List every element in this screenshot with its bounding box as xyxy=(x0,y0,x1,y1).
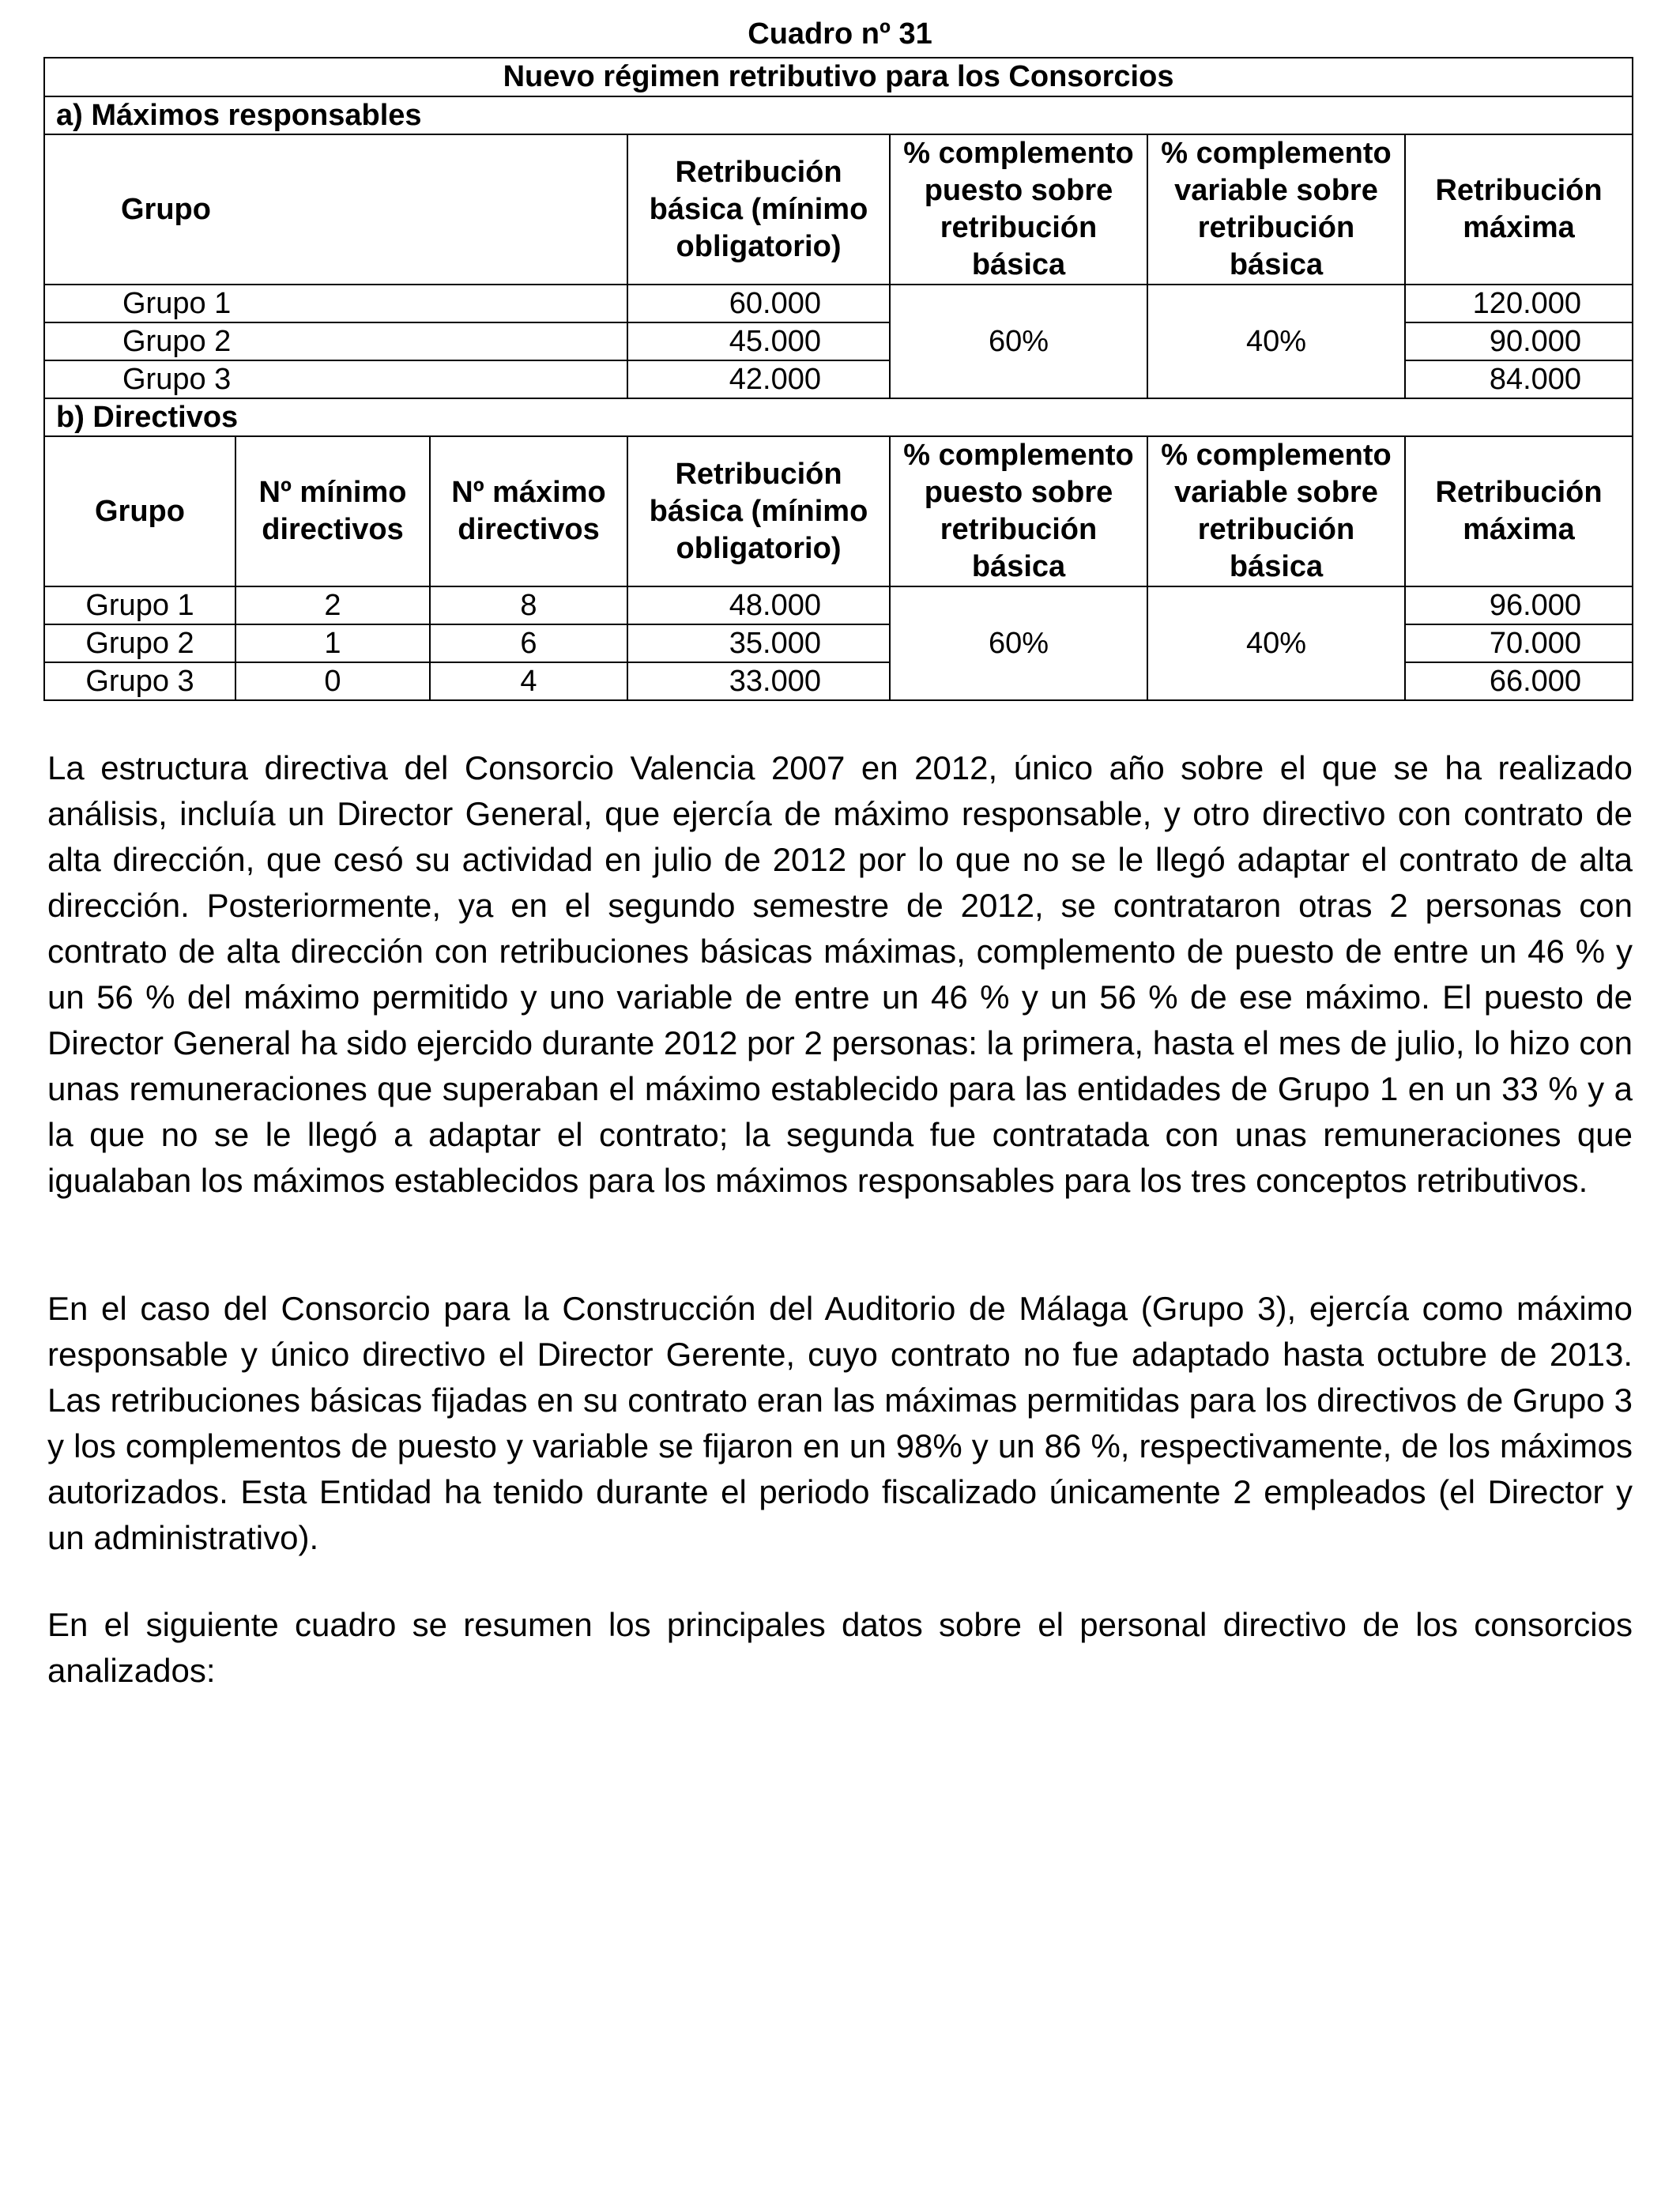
header-retribucion-basica: Retribución básica (mínimo obligatorio) xyxy=(627,134,890,285)
cell-grupo: Grupo 2 xyxy=(44,322,627,360)
header-complemento-variable: % complemento variable sobre retribución básica xyxy=(1147,134,1405,285)
cell-puesto-pct: 60% xyxy=(890,586,1147,700)
paragraph-1: La estructura directiva del Consorcio Valencia 2007 en 2012, único año sobre el que se ha realizado análisis, incluía un Director General, que ejercía de máximo responsable, y otro directivo con contrato de alta dirección, que cesó su actividad en julio de 2012 por lo que no se le llegó adaptar el contrato de alta dirección. Posteriormente, ya en el segundo semestre de 2012, se contrataron otras 2 personas con contrato de alta dirección con retribuciones básicas máximas, complemento de puesto de entre un 46 % y un 56 % del máximo permitido y uno variable de entre un 46 % y un 56 % de ese máximo. El puesto de Director General ha sido ejercido durante 2012 por 2 personas: la primera, hasta el mes de julio, lo hizo con unas remuneraciones que superaban el máximo establecido para las entidades de Grupo 1 en un 33 % y a la que no se le llegó a adaptar el contrato; la segunda fue contratada con unas remuneraciones que igualaban los máximos establecidos para los máximos responsables para los tres conceptos retributivos. xyxy=(47,749,1633,1199)
cell-basica: 48.000 xyxy=(627,586,890,624)
cell-grupo: Grupo 3 xyxy=(44,662,235,700)
cell-maxima: 70.000 xyxy=(1405,624,1633,662)
cell-min: 2 xyxy=(235,586,430,624)
cell-max: 4 xyxy=(430,662,627,700)
header-retribucion-basica: Retribución básica (mínimo obligatorio) xyxy=(627,436,890,586)
header-max-directivos: Nº máximo directivos xyxy=(430,436,627,586)
header-complemento-puesto: % complemento puesto sobre retribución básica xyxy=(890,436,1147,586)
cell-grupo: Grupo 1 xyxy=(44,285,627,322)
section-a-row xyxy=(44,96,1633,134)
cell-min: 0 xyxy=(235,662,430,700)
cell-grupo: Grupo 3 xyxy=(44,360,627,398)
header-retribucion-maxima: Retribución máxima xyxy=(1405,436,1633,586)
cell-maxima: 120.000 xyxy=(1405,285,1633,322)
section-b-header-row xyxy=(44,436,1633,586)
cell-variable-pct: 40% xyxy=(1147,285,1405,398)
section-a-header-row xyxy=(44,134,1633,285)
header-min-directivos: Nº mínimo directivos xyxy=(235,436,430,586)
cell-min: 1 xyxy=(235,624,430,662)
paragraph-2: En el caso del Consorcio para la Construcción del Auditorio de Málaga (Grupo 3), ejercía como máximo responsable y único directivo el Director Gerente, cuyo contrato no fue adaptado hasta octubre de 2013. Las retribuciones básicas fijadas en su contrato eran las máximas permitidas para los directivos de Grupo 3 y los complementos de puesto y variable se fijaron en un 98% y un 86 %, respectivamente, de los máximos autorizados. Esta Entidad ha tenido durante el periodo fiscalizado únicamente 2 empleados (el Director y un administrativo). xyxy=(47,1290,1633,1556)
retribution-table xyxy=(43,57,1633,701)
paragraph-3: En el siguiente cuadro se resumen los principales datos sobre el personal directivo de los consorcios analizados: xyxy=(47,1606,1633,1689)
header-grupo: Grupo xyxy=(44,134,627,285)
header-retribucion-maxima: Retribución máxima xyxy=(1405,134,1633,285)
cell-max: 6 xyxy=(430,624,627,662)
cell-maxima: 66.000 xyxy=(1405,662,1633,700)
cell-variable-pct: 40% xyxy=(1147,586,1405,700)
cell-puesto-pct: 60% xyxy=(890,285,1147,398)
cell-max: 8 xyxy=(430,586,627,624)
section-b-row xyxy=(44,398,1633,436)
cell-basica: 42.000 xyxy=(627,360,890,398)
cell-basica: 45.000 xyxy=(627,322,890,360)
section-b-label: b) Directivos xyxy=(44,398,1633,436)
table-caption: Cuadro nº 31 xyxy=(748,17,932,51)
table-title: Nuevo régimen retributivo para los Consorcios xyxy=(44,58,1633,96)
cell-maxima: 84.000 xyxy=(1405,360,1633,398)
header-complemento-puesto: % complemento puesto sobre retribución básica xyxy=(890,134,1147,285)
table-row xyxy=(44,285,1633,322)
cell-maxima: 96.000 xyxy=(1405,586,1633,624)
cell-basica: 35.000 xyxy=(627,624,890,662)
header-complemento-variable: % complemento variable sobre retribución básica xyxy=(1147,436,1405,586)
table-row xyxy=(44,586,1633,624)
cell-maxima: 90.000 xyxy=(1405,322,1633,360)
cell-basica: 33.000 xyxy=(627,662,890,700)
header-grupo: Grupo xyxy=(44,436,235,586)
section-a-label: a) Máximos responsables xyxy=(44,96,1633,134)
cell-basica: 60.000 xyxy=(627,285,890,322)
table-title-row xyxy=(44,58,1633,96)
cell-grupo: Grupo 1 xyxy=(44,586,235,624)
cell-grupo: Grupo 2 xyxy=(44,624,235,662)
